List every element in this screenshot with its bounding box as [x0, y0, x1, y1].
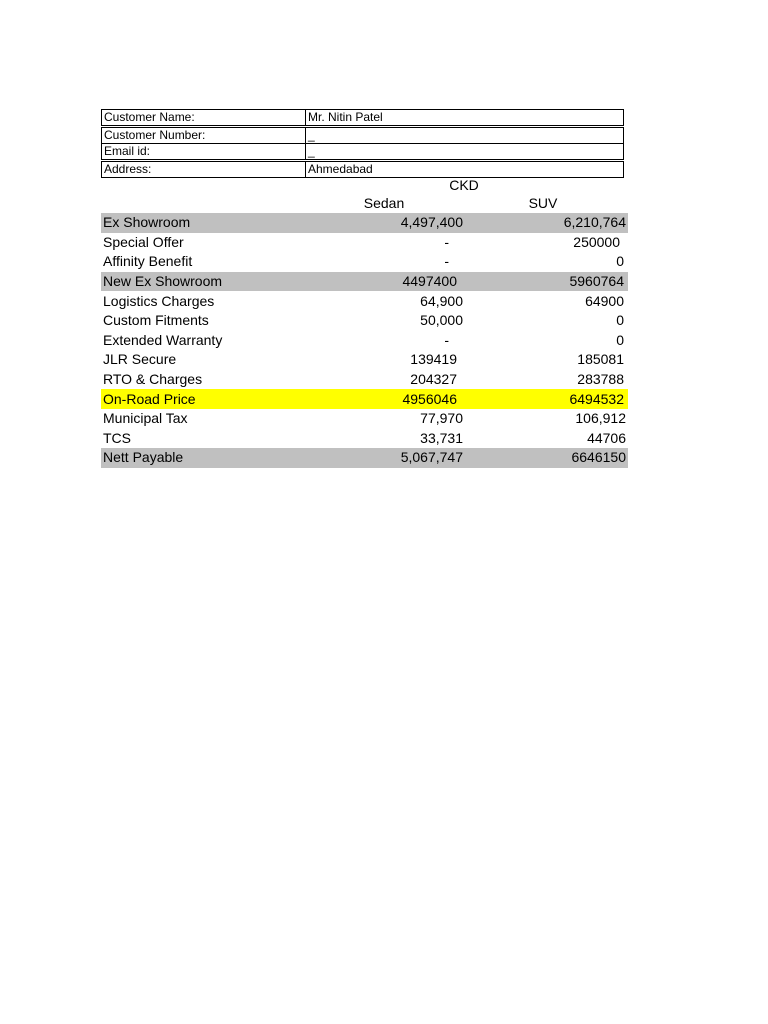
sedan-value: - — [444, 233, 449, 250]
row-label: Nett Payable — [101, 448, 301, 468]
customer-name-value: Mr. Nitin Patel — [306, 110, 624, 126]
sedan-value: - — [444, 253, 449, 270]
row-label: JLR Secure — [103, 351, 177, 368]
price-row — [101, 350, 628, 370]
customer-name-row — [102, 110, 624, 126]
suv-value: 250000 — [573, 233, 620, 250]
sedan-value: 64,900 — [420, 292, 463, 309]
price-row — [101, 213, 628, 233]
suv-value: 6646150 — [465, 448, 628, 468]
email-row — [102, 144, 624, 160]
row-label: RTO & Charges — [103, 371, 203, 388]
customer-number-value: _ — [306, 128, 624, 144]
sedan-value: 4497400 — [301, 272, 465, 292]
suv-value: 6494532 — [465, 389, 628, 409]
price-row — [101, 331, 628, 351]
suv-value: 0 — [616, 253, 624, 270]
sedan-header: Sedan — [363, 195, 405, 211]
address-value: Ahmedabad — [306, 162, 624, 178]
row-label: Logistics Charges — [103, 292, 215, 309]
suv-value: 0 — [616, 312, 624, 329]
sedan-value: 50,000 — [420, 312, 463, 329]
price-row — [101, 291, 628, 311]
sedan-value: 204327 — [410, 371, 457, 388]
suv-header: SUV — [528, 195, 558, 211]
sedan-value: 139419 — [410, 351, 457, 368]
sedan-value: 33,731 — [420, 429, 463, 446]
customer-info-table — [101, 109, 624, 178]
price-row — [101, 252, 628, 272]
suv-value: 283788 — [577, 371, 624, 388]
sedan-value: - — [444, 331, 449, 348]
row-label: Extended Warranty — [103, 331, 223, 348]
customer-number-row — [102, 128, 624, 144]
suv-value: 44706 — [587, 429, 626, 446]
email-value: _ — [306, 144, 624, 160]
price-row — [101, 389, 628, 409]
suv-value: 0 — [616, 331, 624, 348]
suv-value: 5960764 — [465, 272, 628, 292]
suv-value: 185081 — [577, 351, 624, 368]
row-label: Municipal Tax — [103, 410, 188, 427]
address-label: Address: — [102, 162, 306, 178]
row-label: Affinity Benefit — [103, 253, 193, 270]
suv-value: 64900 — [585, 292, 624, 309]
price-row — [101, 311, 628, 331]
column-headers — [101, 176, 624, 212]
customer-number-label: Customer Number: — [102, 128, 306, 144]
price-row — [101, 233, 628, 253]
sedan-value: 4,497,400 — [301, 213, 465, 233]
sedan-value: 5,067,747 — [301, 448, 465, 468]
ckd-header: CKD — [449, 177, 479, 193]
price-row — [101, 272, 628, 292]
row-label: On-Road Price — [101, 389, 301, 409]
customer-name-label: Customer Name: — [102, 110, 306, 126]
price-breakdown-table — [101, 213, 628, 468]
suv-value: 6,210,764 — [465, 213, 628, 233]
price-row — [101, 429, 628, 449]
row-label: New Ex Showroom — [101, 272, 301, 292]
row-label: Special Offer — [103, 233, 184, 250]
row-label: TCS — [103, 429, 131, 446]
price-row — [101, 370, 628, 390]
email-label: Email id: — [102, 144, 306, 160]
row-label: Custom Fitments — [103, 312, 209, 329]
sedan-value: 4956046 — [301, 389, 465, 409]
sedan-value: 77,970 — [420, 410, 463, 427]
price-row — [101, 448, 628, 468]
row-label: Ex Showroom — [101, 213, 301, 233]
suv-value: 106,912 — [575, 410, 626, 427]
price-row — [101, 409, 628, 429]
